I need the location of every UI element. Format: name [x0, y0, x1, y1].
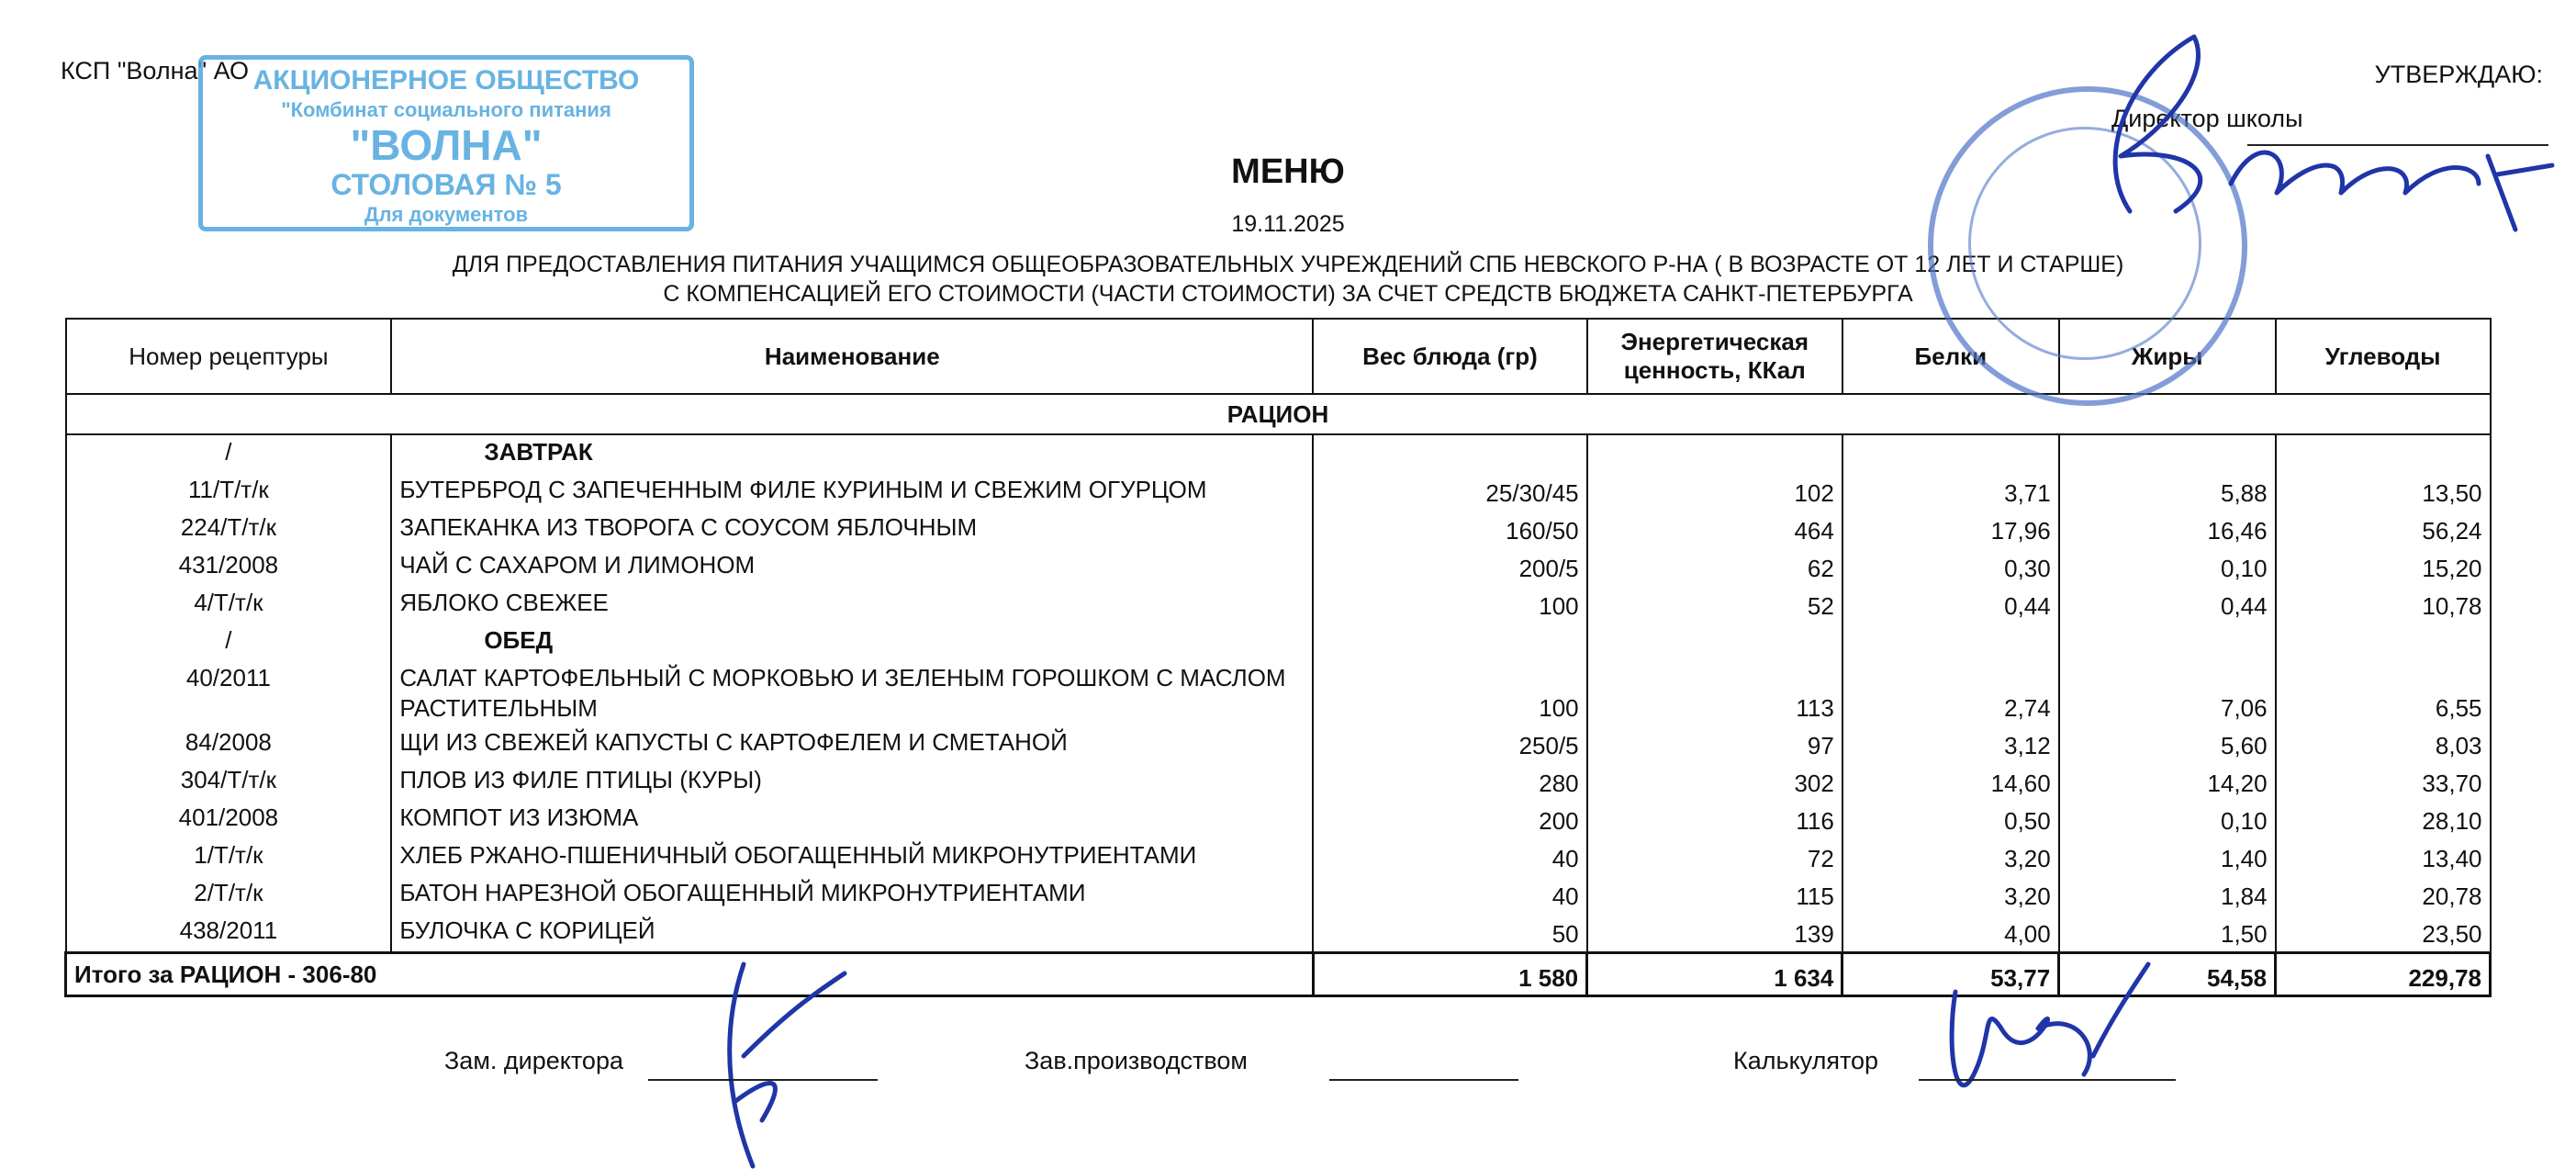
dish-weight: 200 [1313, 801, 1586, 838]
dish-protein: 0,30 [1842, 548, 2059, 586]
dish-carbs: 6,55 [2276, 661, 2491, 725]
dish-name: ЗАПЕКАНКА ИЗ ТВОРОГА С СОУСОМ ЯБЛОЧНЫМ [391, 511, 1313, 548]
dish-protein: 3,20 [1842, 838, 2059, 876]
page-title: МЕНЮ [1231, 152, 1345, 191]
dish-fat: 5,60 [2059, 725, 2276, 763]
total-weight: 1 580 [1313, 953, 1586, 996]
total-energy: 1 634 [1587, 953, 1842, 996]
dish-name: САЛАТ КАРТОФЕЛЬНЫЙ С МОРКОВЬЮ И ЗЕЛЕНЫМ ГОРОШКОМ С МАСЛОМ РАСТИТЕЛЬНЫМ [391, 661, 1313, 725]
dish-fat: 0,44 [2059, 586, 2276, 624]
section-row-lunch [66, 624, 2491, 661]
deputy-director-label: Зам. директора [444, 1047, 623, 1074]
recipe-code: 304/Т/т/к [66, 763, 392, 801]
dish-energy: 97 [1587, 725, 1842, 763]
section-code: / [66, 434, 392, 473]
dish-name: БУТЕРБРОД С ЗАПЕЧЕННЫМ ФИЛЕ КУРИНЫМ И СВЕЖИМ ОГУРЦОМ [391, 473, 1313, 511]
dish-carbs: 8,03 [2276, 725, 2491, 763]
recipe-code: 401/2008 [66, 801, 392, 838]
dish-carbs: 13,50 [2276, 473, 2491, 511]
dish-energy: 139 [1587, 914, 1842, 953]
dish-name: БУЛОЧКА С КОРИЦЕЙ [391, 914, 1313, 953]
recipe-code: 2/Т/т/к [66, 876, 392, 914]
calculator-label: Калькулятор [1733, 1047, 1879, 1074]
dish-carbs: 10,78 [2276, 586, 2491, 624]
subtitle-line-1: ДЛЯ ПРЕДОСТАВЛЕНИЯ ПИТАНИЯ УЧАЩИМСЯ ОБЩЕОБРАЗОВАТЕЛЬНЫХ УЧРЕЖДЕНИЙ СПБ НЕВСКОГО Р-НА ( В ВОЗРАСТЕ ОТ 12 ЛЕТ И СТАРШЕ) [452, 252, 2124, 277]
deputy-signature [679, 937, 881, 1169]
dish-energy: 116 [1587, 801, 1842, 838]
calculator-signature [1928, 937, 2167, 1120]
column-header-protein: Белки [1842, 319, 2059, 394]
dish-protein: 0,44 [1842, 586, 2059, 624]
dish-weight: 40 [1313, 838, 1586, 876]
stamp-line-2: "Комбинат социального питания [281, 98, 611, 121]
dish-name: ЩИ ИЗ СВЕЖЕЙ КАПУСТЫ С КАРТОФЕЛЕМ И СМЕТАНОЙ [391, 725, 1313, 763]
menu-table [64, 318, 2492, 997]
dish-weight: 25/30/45 [1313, 473, 1586, 511]
table-row [66, 725, 2491, 763]
total-label: Итого за РАЦИОН - 306-80 [66, 953, 1314, 996]
organization-name: КСП "Волна" АО [61, 57, 250, 84]
dish-name: КОМПОТ ИЗ ИЗЮМА [391, 801, 1313, 838]
dish-fat: 1,40 [2059, 838, 2276, 876]
table-row [66, 763, 2491, 801]
director-signature [2020, 18, 2570, 257]
dish-fat: 7,06 [2059, 661, 2276, 725]
table-row [66, 838, 2491, 876]
recipe-code: 4/Т/т/к [66, 586, 392, 624]
stamp-line-4: СТОЛОВАЯ № 5 [330, 168, 562, 201]
total-carbs: 229,78 [2276, 953, 2491, 996]
table-row [66, 548, 2491, 586]
dish-carbs: 33,70 [2276, 763, 2491, 801]
table-row [66, 473, 2491, 511]
dish-name: ЯБЛОКО СВЕЖЕЕ [391, 586, 1313, 624]
dish-protein: 14,60 [1842, 763, 2059, 801]
dish-name: ХЛЕБ РЖАНО-ПШЕНИЧНЫЙ ОБОГАЩЕННЫЙ МИКРОНУТРИЕНТАМИ [391, 838, 1313, 876]
dish-fat: 1,50 [2059, 914, 2276, 953]
column-header-code: Номер рецептуры [66, 319, 392, 394]
dish-fat: 0,10 [2059, 801, 2276, 838]
dish-weight: 280 [1313, 763, 1586, 801]
dish-weight: 100 [1313, 586, 1586, 624]
dish-energy: 72 [1587, 838, 1842, 876]
dish-carbs: 56,24 [2276, 511, 2491, 548]
table-row [66, 801, 2491, 838]
column-header-energy: Энергетическая ценность, ККал [1587, 319, 1842, 394]
column-header-fat: Жиры [2059, 319, 2276, 394]
recipe-code: 40/2011 [66, 661, 392, 725]
dish-carbs: 15,20 [2276, 548, 2491, 586]
stamp-line-3: "ВОЛНА" [350, 121, 543, 169]
table-row [66, 876, 2491, 914]
dish-name: ПЛОВ ИЗ ФИЛЕ ПТИЦЫ (КУРЫ) [391, 763, 1313, 801]
deputy-signature-line [648, 1079, 878, 1081]
director-label: Директор школы [2111, 105, 2303, 132]
section-title: ОБЕД [391, 624, 1313, 661]
stamp-line-1: АКЦИОНЕРНОЕ ОБЩЕСТВО [252, 65, 640, 96]
dish-energy: 113 [1587, 661, 1842, 725]
production-signature-line [1329, 1079, 1518, 1081]
dish-weight: 160/50 [1313, 511, 1586, 548]
dish-weight: 250/5 [1313, 725, 1586, 763]
dish-protein: 3,12 [1842, 725, 2059, 763]
dish-name: БАТОН НАРЕЗНОЙ ОБОГАЩЕННЫЙ МИКРОНУТРИЕНТАМИ [391, 876, 1313, 914]
total-fat: 54,58 [2059, 953, 2276, 996]
dish-carbs: 20,78 [2276, 876, 2491, 914]
dish-energy: 52 [1587, 586, 1842, 624]
production-head-label: Зав.производством [1025, 1047, 1248, 1074]
dish-protein: 4,00 [1842, 914, 2059, 953]
dish-fat: 16,46 [2059, 511, 2276, 548]
dish-protein: 0,50 [1842, 801, 2059, 838]
recipe-code: 438/2011 [66, 914, 392, 953]
dish-carbs: 28,10 [2276, 801, 2491, 838]
dish-weight: 50 [1313, 914, 1586, 953]
stamp-line-5: Для документов [364, 203, 529, 226]
recipe-code: 11/Т/т/к [66, 473, 392, 511]
dish-energy: 102 [1587, 473, 1842, 511]
approve-label: УТВЕРЖДАЮ: [2374, 61, 2543, 88]
recipe-code: 1/Т/т/к [66, 838, 392, 876]
subtitle-line-2: С КОМПЕНСАЦИЕЙ ЕГО СТОИМОСТИ (ЧАСТИ СТОИМОСТИ) ЗА СЧЕТ СРЕДСТВ БЮДЖЕТА САНКТ-ПЕТЕРБУРГА [663, 281, 1913, 307]
dish-fat: 5,88 [2059, 473, 2276, 511]
dish-energy: 62 [1587, 548, 1842, 586]
dish-energy: 464 [1587, 511, 1842, 548]
column-header-name: Наименование [391, 319, 1313, 394]
dish-name: ЧАЙ С САХАРОМ И ЛИМОНОМ [391, 548, 1313, 586]
dish-carbs: 23,50 [2276, 914, 2491, 953]
dish-fat: 14,20 [2059, 763, 2276, 801]
dish-protein: 3,71 [1842, 473, 2059, 511]
dish-fat: 0,10 [2059, 548, 2276, 586]
section-code: / [66, 624, 392, 661]
dish-weight: 100 [1313, 661, 1586, 725]
table-row [66, 661, 2491, 725]
recipe-code: 431/2008 [66, 548, 392, 586]
column-header-weight: Вес блюда (гр) [1313, 319, 1586, 394]
dish-energy: 302 [1587, 763, 1842, 801]
menu-date: 19.11.2025 [1231, 211, 1345, 237]
dish-carbs: 13,40 [2276, 838, 2491, 876]
dish-fat: 1,84 [2059, 876, 2276, 914]
calculator-signature-line [1919, 1079, 2176, 1081]
recipe-code: 84/2008 [66, 725, 392, 763]
recipe-code: 224/Т/т/к [66, 511, 392, 548]
dish-protein: 2,74 [1842, 661, 2059, 725]
section-title: ЗАВТРАК [391, 434, 1313, 473]
column-header-carbs: Углеводы [2276, 319, 2491, 394]
total-protein: 53,77 [1842, 953, 2059, 996]
dish-protein: 17,96 [1842, 511, 2059, 548]
ration-label: РАЦИОН [66, 394, 2491, 434]
dish-protein: 3,20 [1842, 876, 2059, 914]
section-row-breakfast [66, 434, 2491, 473]
dish-weight: 200/5 [1313, 548, 1586, 586]
dish-energy: 115 [1587, 876, 1842, 914]
dish-weight: 40 [1313, 876, 1586, 914]
table-row [66, 586, 2491, 624]
organization-stamp [198, 55, 694, 231]
table-row [66, 511, 2491, 548]
